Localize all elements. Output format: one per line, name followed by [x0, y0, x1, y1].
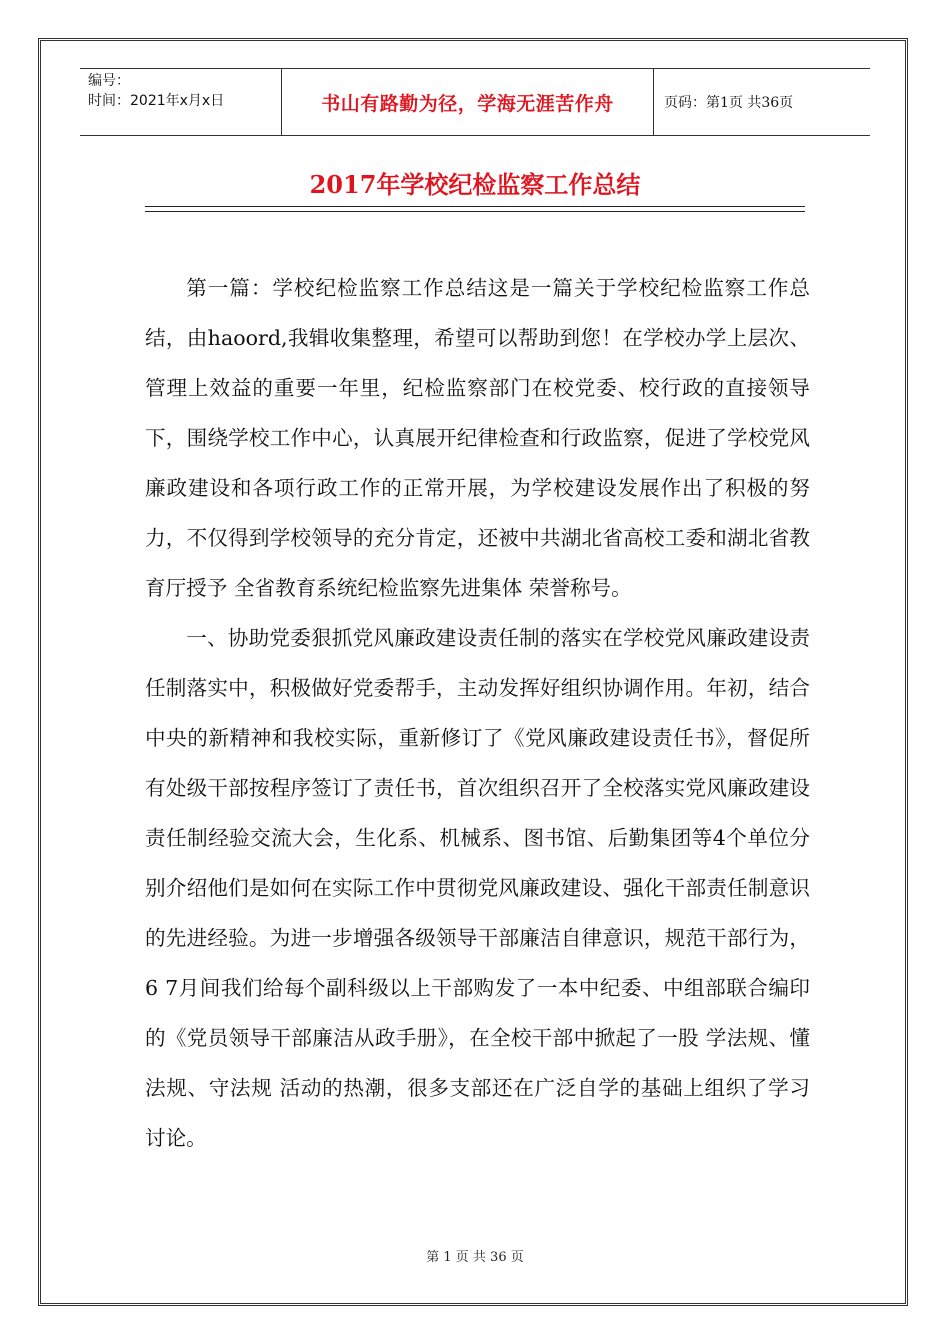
document-body — [145, 263, 810, 1163]
header-meta — [80, 69, 282, 135]
body-paragraph-1: 第一篇：学校纪检监察工作总结这是一篇关于学校纪检监察工作总结，由haoord,我辑收集整理，希望可以帮助到您！在学校办学上层次、管理上效益的重要一年里，纪检监察部门在校党委、校行政的直接领导下，围绕学校工作中心，认真展开纪律检查和行政监察，促进了学校党风廉政建设和各项行政工作的正常开展，为学校建设发展作出了积极的努力，不仅得到学校领导的充分肯定，还被中共湖北省高校工委和湖北省教育厅授予 全省教育系统纪检监察先进集体 荣誉称号。 — [145, 276, 810, 600]
body-paragraph-2: 一、协助党委狠抓党风廉政建设责任制的落实在学校党风廉政建设责任制落实中，积极做好党委帮手，主动发挥好组织协调作用。年初，结合中央的新精神和我校实际，重新修订了《党风廉政建设责任书》，督促所有处级干部按程序签订了责任书，首次组织召开了全校落实党风廉政建设责任制经验交流大会，生化系、机械系、图书馆、后勤集团等4个单位分别介绍他们是如何在实际工作中贯彻党风廉政建设、强化干部责任制意识的先进经验。为进一步增强各级领导干部廉洁自律意识，规范干部行为，6 7月间我们给每个副科级以上干部购发了一本中纪委、中组部联合编印的《党员领导干部廉洁从政手册》，在全校干部中掀起了一股 学法规、懂法规、守法规 活动的热潮，很多支部还在广泛自学的基础上组织了学习讨论。 — [145, 626, 810, 1150]
page-footer: 第 1 页 共 36 页 — [426, 1250, 524, 1265]
number-label: 编号： — [88, 73, 130, 89]
title-divider — [145, 206, 805, 212]
document-title: 2017年学校纪检监察工作总结 — [309, 170, 641, 199]
header-page-info: 页码：第1页 共36页 — [664, 95, 794, 111]
header-motto: 书山有路勤为径，学海无涯苦作舟 — [282, 69, 654, 135]
time-label: 时间：2021年x月x日 — [88, 93, 225, 109]
document-header — [80, 68, 870, 136]
